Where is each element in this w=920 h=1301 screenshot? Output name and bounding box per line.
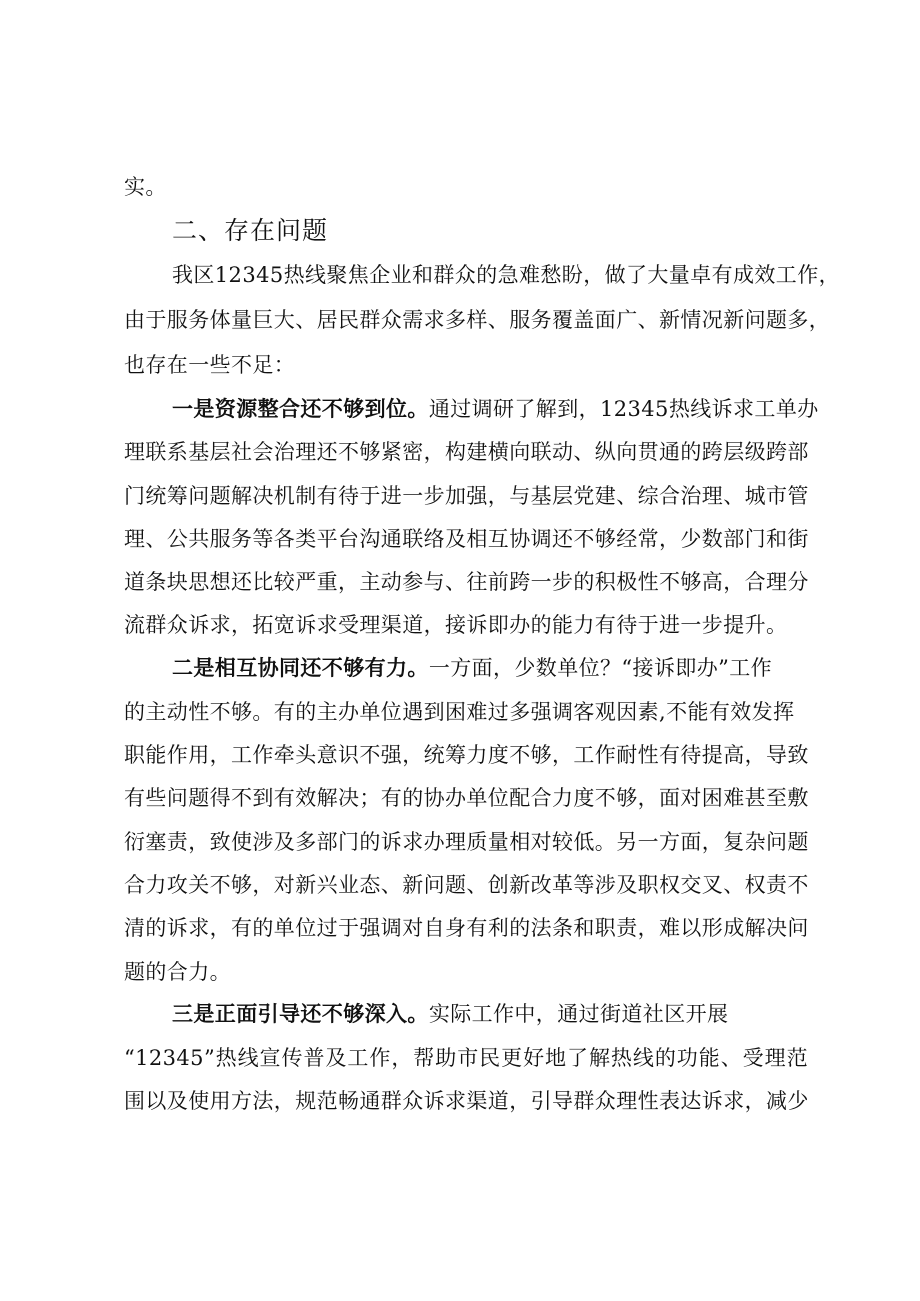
section-heading: 二、存在问题 (172, 216, 329, 245)
point1-line: 道条块思想还比较严重，主动参与、往前跨一步的积极性不够高，合理分 (124, 570, 809, 594)
point1-line: 理联系基层社会治理还不够紧密，构建横向联动、纵向贯通的跨层级跨部 (124, 440, 809, 464)
point2-line: 清的诉求，有的单位过于强调对自身有利的法条和职责，难以形成解决问 (124, 916, 809, 940)
point3-first-line (172, 999, 728, 1029)
point2-text: 一方面，少数单位？“接诉即办”工作 (428, 656, 773, 680)
point1-text: 通过调研了解到，12345热线诉求工单办 (428, 397, 819, 421)
point3-line: 围以及使用方法，规范畅通群众诉求渠道，引导群众理性表达诉求，减少 (124, 1089, 809, 1113)
point2-first-line (172, 653, 772, 683)
point2-line: 职能作用，工作牵头意识不强，统筹力度不够，工作耐性有待提高，导致 (124, 743, 809, 767)
point1-first-line (172, 394, 819, 424)
point1-line: 理、公共服务等各类平台沟通联络及相互协调还不够经常，少数部门和街 (124, 527, 809, 551)
point3-text: 实际工作中，通过街道社区开展 (428, 1002, 729, 1026)
point2-line: 有些问题得不到有效解决；有的协办单位配合力度不够，面对困难甚至敷 (124, 786, 809, 810)
intro-line-3: 也存在一些不足： (124, 353, 296, 377)
continuation-text: 实。 (124, 175, 167, 199)
point1-line: 门统筹问题解决机制有待于进一步加强，与基层党建、综合治理、城市管 (124, 484, 809, 508)
point2-heading: 二是相互协同还不够有力。 (172, 655, 429, 680)
point2-line: 合力攻关不够，对新兴业态、新问题、创新改革等涉及职权交叉、权责不 (124, 873, 809, 897)
point2-line: 题的合力。 (124, 960, 231, 984)
point1-line: 流群众诉求，拓宽诉求受理渠道，接诉即办的能力有待于进一步提升。 (124, 613, 788, 637)
point1-heading: 一是资源整合还不够到位。 (172, 396, 429, 421)
point3-line: “12345”热线宣传普及工作，帮助市民更好地了解热线的功能、受理范 (124, 1046, 808, 1070)
intro-line-1: 我区12345热线聚焦企业和群众的急难愁盼，做了大量卓有成效工作， (172, 263, 841, 287)
point3-heading: 三是正面引导还不够深入。 (172, 1001, 429, 1026)
point2-line: 的主动性不够。有的主办单位遇到困难过多强调客观因素,不能有效发挥 (124, 700, 795, 724)
intro-line-2: 由于服务体量巨大、居民群众需求多样、服务覆盖面广、新情况新问题多， (124, 308, 831, 332)
point2-line: 衍塞责，致使涉及多部门的诉求办理质量相对较低。另一方面，复杂问题 (124, 830, 809, 854)
